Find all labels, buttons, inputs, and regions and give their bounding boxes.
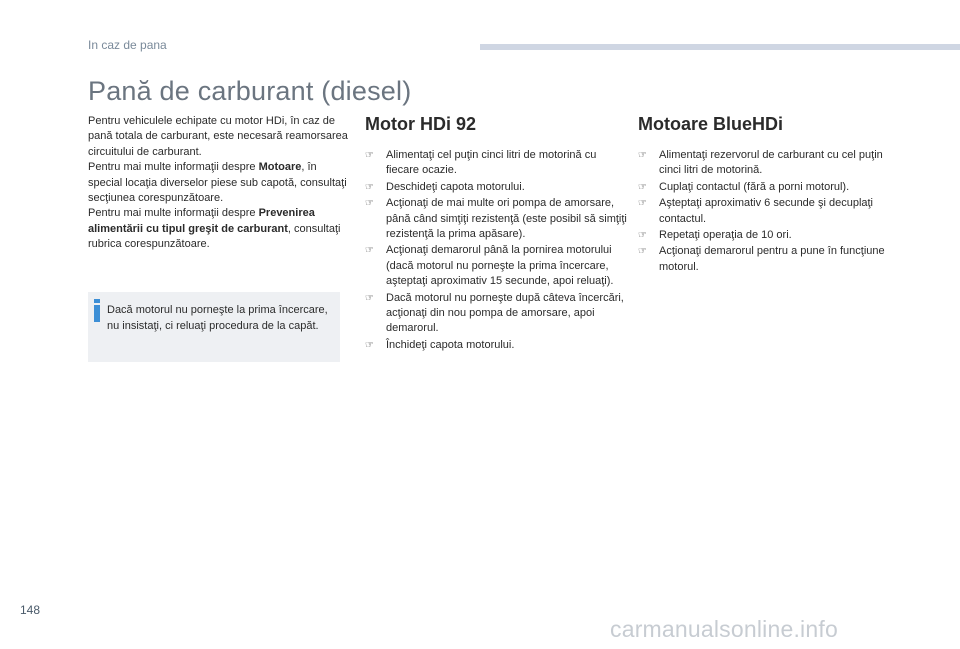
pointing-hand-icon: ☞ bbox=[365, 181, 374, 193]
steps-list-bluehdi bbox=[638, 148, 900, 275]
intro-paragraph-prevenirea bbox=[88, 206, 348, 252]
intro-text-span: , în special locaţia diverselor piese sub capotă, consultaţi secţiunea corespunzătoare. bbox=[88, 161, 347, 205]
step-item bbox=[638, 148, 900, 179]
step-item bbox=[365, 148, 627, 179]
info-note bbox=[88, 292, 340, 362]
step-text: Acţionaţi demarorul pentru a pune în funcţiune motorul. bbox=[659, 245, 885, 273]
step-text: Acţionaţi demarorul până la pornirea motorului (dacă motorul nu porneşte la prima încercare, aşteptaţi aproximativ 15 secunde, apoi reluaţi). bbox=[386, 244, 614, 288]
page-number: 148 bbox=[20, 603, 41, 617]
pointing-hand-icon: ☞ bbox=[365, 198, 374, 210]
intro-paragraph-motoare bbox=[88, 160, 348, 206]
intro-link-motoare: Motoare bbox=[258, 161, 302, 174]
step-item bbox=[365, 338, 627, 353]
step-text: Dacă motorul nu porneşte după câteva încercări, acţionaţi din nou pompa de amorsare, apoi demarorul. bbox=[386, 291, 624, 335]
intro-paragraph: Pentru vehiculele echipate cu motor HDi, în caz de pană totala de carburant, este necesară reamorsarea circuitului de carburant. bbox=[88, 115, 348, 158]
step-text: Aşteptaţi aproximativ 6 secunde şi decuplaţi contactul. bbox=[659, 197, 874, 225]
intro-link-prevenirea: Prevenirea alimentării cu tipul greşit de carburant bbox=[88, 207, 315, 235]
intro-text-span: Pentru mai multe informaţii despre bbox=[88, 161, 259, 174]
page-title: Pană de carburant (diesel) bbox=[88, 76, 412, 106]
pointing-hand-icon: ☞ bbox=[638, 150, 647, 161]
section-bluehdi bbox=[638, 114, 900, 276]
section-header: In caz de pana bbox=[88, 38, 167, 52]
pointing-hand-icon: ☞ bbox=[365, 339, 374, 351]
pointing-hand-icon: ☞ bbox=[638, 181, 647, 193]
pointing-hand-icon: ☞ bbox=[638, 198, 647, 210]
section-title-hdi92: Motor HDi 92 bbox=[365, 114, 477, 134]
step-item bbox=[638, 228, 900, 243]
pointing-hand-icon: ☞ bbox=[365, 245, 374, 257]
step-item bbox=[365, 291, 627, 337]
step-item bbox=[365, 243, 627, 289]
header-bar bbox=[480, 44, 960, 50]
watermark: carmanualsonline.info bbox=[610, 616, 838, 642]
step-item bbox=[638, 180, 900, 195]
step-item bbox=[365, 180, 627, 195]
intro-text-span: Pentru mai multe informaţii despre bbox=[88, 207, 259, 220]
section-title-bluehdi: Motoare BlueHDi bbox=[638, 114, 784, 134]
intro-text-span: , consultaţi rubrica corespunzătoare. bbox=[88, 222, 341, 251]
pointing-hand-icon: ☞ bbox=[365, 292, 374, 304]
intro-text bbox=[88, 114, 348, 253]
step-item bbox=[365, 196, 627, 242]
step-item bbox=[638, 244, 900, 275]
step-text: Deschideţi capota motorului. bbox=[386, 180, 525, 193]
pointing-hand-icon: ☞ bbox=[365, 150, 374, 161]
step-text: Repetaţi operaţia de 10 ori. bbox=[659, 229, 792, 242]
info-note-text: Dacă motorul nu porneşte la prima încercare, nu insistaţi, ci reluaţi procedura de la capăt. bbox=[107, 304, 328, 332]
step-text: Închideţi capota motorului. bbox=[386, 338, 515, 351]
section-hdi92 bbox=[365, 114, 627, 354]
steps-list-hdi92 bbox=[365, 148, 627, 353]
info-icon bbox=[94, 299, 101, 321]
step-text: Alimentaţi cel puţin cinci litri de motorină cu fiecare ocazie. bbox=[386, 149, 597, 177]
step-item bbox=[638, 196, 900, 227]
step-text: Alimentaţi rezervorul de carburant cu cel puţin cinci litri de motorină. bbox=[659, 149, 883, 177]
step-text: Cuplaţi contactul (fără a porni motorul). bbox=[659, 180, 850, 193]
pointing-hand-icon: ☞ bbox=[638, 246, 647, 258]
step-text: Acţionaţi de mai multe ori pompa de amorsare, până când simţiţi rezistenţă (este posibil să simţiţi rezistenţă la prima apăsare). bbox=[386, 197, 627, 241]
pointing-hand-icon: ☞ bbox=[638, 230, 647, 242]
